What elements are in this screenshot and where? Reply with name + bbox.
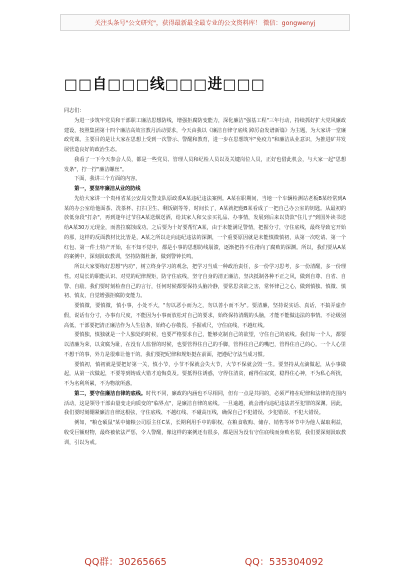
footer-qq-group: QQ群：30265665 xyxy=(84,557,167,568)
section-1-paragraph: 要慎独，慎独就是一个人独处的时候，也要严格要求自己，能够克制自己的欲望，守住自己的底线。我们每一个人，都要以清廉为荣，以贪腐为耻，在没有人监督的时候，也要管得住自己的手脚，管得住自己的嘴巴，管得住自己的心。一个人心里不想干的事，外力是很难让他干的。我们要把纪律和规矩挺在前面，把遵纪守法当成习惯。 xyxy=(64,332,346,358)
section-2-paragraph-lead xyxy=(64,390,346,419)
section-1-paragraph: 要慎微，要慎微，慎小事，小处不大，"勿以恶小而为之，勿以善小而不为"。要清廉，坚持说实话、真话，不搞弄虚作假，说话有分寸，办事有尺度，不能因为小事而放松对自己的要求，始终保持清醒的头脑，才能不能做违法的事情。不论级别高低，干部要把清正廉洁作为人生信条，始终心存敬畏，手握戒尺，守住底线，不越红线。 xyxy=(64,303,346,329)
footer-qq: QQ：535304092 xyxy=(244,557,324,568)
section-2-heading: 第二，要守住廉洁自律的底线。 xyxy=(74,390,146,397)
banner-text: 关注头条号"公文研究"，获得最新最全最专业的公文资料库！ 微信：gongwenyj xyxy=(94,20,316,27)
section-1-paragraph: 所以大家要练好思想"内功"，树立终身学习的观念，把学习当成一种政治责任，多一份学习思考，多一份清醒，多一份理性。对局长的职能认识、对党的纪律规矩，防守住底线，坚守自身的清正廉洁，坚决抵制各种不正之风，做到自尊、自省、自警、自励。我们要时刻检查自己的言行，任何时候都要保持头脑冷静，要常思贪欲之害，常怀律己之心，做到慎独、慎微、慎初、慎友，自觉增强拒腐防变能力。 xyxy=(64,264,346,300)
footer-contacts xyxy=(0,553,408,569)
document-body xyxy=(64,107,346,448)
section-1-paragraph: 先给大家讲一个贵州省某公安局交警支队原政委A某违纪违法案例。A某在职期间，当地一个车辆检测站老板B某经常到A某的办公室给他面茶、洗茶杯、打扫卫生、剩饭刷等等，时间长了，A某就把他B某看成了一把自己办公室的钥匙。从最初的放低身段"打杂"，再到逢年过节往A某送烟送酒，给其家人和父亲买礼品、办事情，发展到后来以贷款"住儿子"到国外读书送给A某30万元现金，而善拉腐蚀成功。之后要为十好要帮忙A某，由于未能满足警情，把握分寸，守住底线，最终导致它开始的那，这样的反面教材比比皆是，A某之所以走向违纪违法的深渊，一个重要原因就是未能慎微慎初，从第一次吃请、第一个红包、第一件土特产开始，在不知不觉中，都是小事的思想防线崩溃，逐渐把持不住滑向了腐败的深渊。所以，我们要从A某的案例中，深刻汲取教训，坚持防微杜渐，做到警钟长鸣。 xyxy=(64,195,346,261)
section-1-heading: 第一，要坚牢廉洁从业的防线 xyxy=(74,186,141,192)
section-2-lead-text: 时代不同，廉政的内涵也不尽相同，但有一点是共同的，必须严格在纪律和法律的范围内活动，这是领导干部由量变走向质变的"临界点"，是廉洁自律的底线。一旦逾越，就会滑向违纪违法甚至犯罪的深渊。因此，我们要时刻绷紧廉洁自律这根弦，守住底线、不越红线、不碰高压线，确保自己不犯错误、少犯错误、不犯大错误。 xyxy=(64,390,346,417)
intro-paragraph-1: 为进一步筑牢党员和干部职工廉洁思想防线，增强拒腐防变能力，深化廉洁"强基工程"三年行动，持续抓好扩大党风廉政建设，按照集团第十四个廉洁高效宣教月活动要求，今天由我以《廉洁自律守底线 踔厉奋发谱新篇》为主题，为大家讲一堂廉政党课。主要目的是让大家在思想上受到一次警示、警醒和教育，进一步在思想筑牢"免疫力"和廉洁从业意识，为推进矿井发展营造良好的政治生态。 xyxy=(64,117,346,153)
intro-paragraph-3: 下面，我讲三个方面的内容。 xyxy=(74,176,141,183)
salutation: 同志们： xyxy=(64,108,85,114)
document-title: □□自□□□线□□□进□□□ xyxy=(64,77,266,93)
top-banner xyxy=(60,14,350,31)
section-2-paragraph: 例如，"粮仓硕鼠"某中储粮公司原主任C某，长期利用手中的职权，在粮食收购、储存、销售等环节中为他人谋取利益，收受巨额财物，最终被依法严惩，令人警醒，像这样的案例还有很多，都是因为没有守住底线而身败名裂，我们要深刻汲取教训，引以为戒。 xyxy=(64,420,346,446)
section-1-paragraph: 要慎初，慎初就是要把好第一关，慎小节，小节不保就会失大节，大节不保就会毁一生。要坚持从点滴做起，从小事做起，从第一次做起，不要等到铸成大错才追悔莫及。要抵得住诱惑，守得住清贫，耐得住寂寞，稳得住心神，不为私心所扰，不为名利所累，不为物欲所惑。 xyxy=(64,361,346,387)
intro-paragraph-2: 我看了一下今天参会人员，都是一些党员、管理人员和纪检人员以及关键岗位人员，正好也借此机会，与大家一起"思想发条"，拧一拧"廉洁螺丝"。 xyxy=(64,156,346,173)
